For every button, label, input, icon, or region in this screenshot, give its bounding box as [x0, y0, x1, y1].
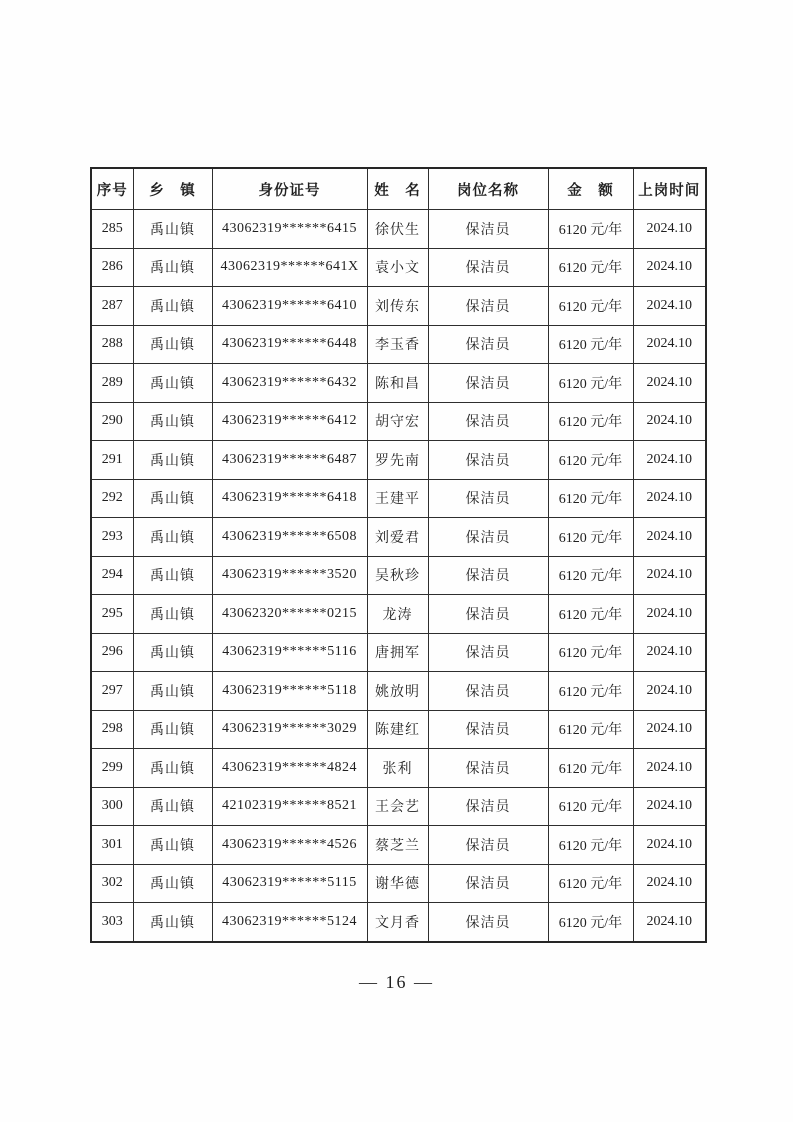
cell-start: 2024.10: [633, 826, 706, 865]
cell-amount: 6120 元/年: [548, 441, 633, 480]
cell-idnum: 43062319******6412: [212, 402, 367, 441]
cell-township: 禹山镇: [133, 672, 212, 711]
table-row: [91, 633, 706, 672]
cell-index: 296: [91, 633, 133, 672]
cell-start: 2024.10: [633, 633, 706, 672]
cell-start: 2024.10: [633, 864, 706, 903]
cell-township: 禹山镇: [133, 710, 212, 749]
cell-name: 龙涛: [367, 595, 428, 634]
cell-position: 保洁员: [428, 864, 548, 903]
col-header-id-number: 身份证号: [212, 168, 367, 210]
cell-index: 291: [91, 441, 133, 480]
cell-name: 陈和昌: [367, 364, 428, 403]
cell-amount: 6120 元/年: [548, 556, 633, 595]
table-row: [91, 248, 706, 287]
table-row: [91, 518, 706, 557]
cell-amount: 6120 元/年: [548, 864, 633, 903]
cell-position: 保洁员: [428, 556, 548, 595]
cell-amount: 6120 元/年: [548, 826, 633, 865]
cell-township: 禹山镇: [133, 633, 212, 672]
cell-index: 297: [91, 672, 133, 711]
cell-index: 301: [91, 826, 133, 865]
cell-name: 袁小文: [367, 248, 428, 287]
cell-position: 保洁员: [428, 402, 548, 441]
col-header-township: 乡 镇: [133, 168, 212, 210]
cell-name: 蔡芝兰: [367, 826, 428, 865]
cell-index: 298: [91, 710, 133, 749]
page-number: — 16 —: [359, 972, 434, 992]
cell-amount: 6120 元/年: [548, 325, 633, 364]
table-row: [91, 672, 706, 711]
cell-idnum: 43062319******641X: [212, 248, 367, 287]
cell-position: 保洁员: [428, 364, 548, 403]
cell-idnum: 43062319******4824: [212, 749, 367, 788]
cell-idnum: 42102319******8521: [212, 787, 367, 826]
cell-amount: 6120 元/年: [548, 364, 633, 403]
cell-index: 290: [91, 402, 133, 441]
cell-start: 2024.10: [633, 325, 706, 364]
table-row: [91, 210, 706, 249]
table-row: [91, 903, 706, 942]
cell-idnum: 43062319******4526: [212, 826, 367, 865]
cell-index: 288: [91, 325, 133, 364]
table-row: [91, 710, 706, 749]
cell-position: 保洁员: [428, 826, 548, 865]
cell-name: 刘爱君: [367, 518, 428, 557]
cell-index: 294: [91, 556, 133, 595]
cell-index: 287: [91, 287, 133, 326]
cell-amount: 6120 元/年: [548, 479, 633, 518]
table-row: [91, 325, 706, 364]
cell-start: 2024.10: [633, 595, 706, 634]
cell-start: 2024.10: [633, 402, 706, 441]
cell-name: 王建平: [367, 479, 428, 518]
cell-position: 保洁员: [428, 595, 548, 634]
cell-name: 胡守宏: [367, 402, 428, 441]
table-row: [91, 749, 706, 788]
cell-township: 禹山镇: [133, 864, 212, 903]
cell-name: 王会艺: [367, 787, 428, 826]
table-row: [91, 864, 706, 903]
cell-idnum: 43062319******6410: [212, 287, 367, 326]
table-row: [91, 787, 706, 826]
cell-idnum: 43062319******6487: [212, 441, 367, 480]
cell-idnum: 43062319******6432: [212, 364, 367, 403]
cell-position: 保洁员: [428, 903, 548, 942]
cell-township: 禹山镇: [133, 556, 212, 595]
cell-start: 2024.10: [633, 287, 706, 326]
table-row: [91, 479, 706, 518]
cell-position: 保洁员: [428, 325, 548, 364]
cell-idnum: 43062319******6418: [212, 479, 367, 518]
cell-index: 303: [91, 903, 133, 942]
col-header-amount: 金 额: [548, 168, 633, 210]
cell-index: 286: [91, 248, 133, 287]
cell-start: 2024.10: [633, 749, 706, 788]
cell-township: 禹山镇: [133, 441, 212, 480]
cell-name: 吴秋珍: [367, 556, 428, 595]
cell-position: 保洁员: [428, 672, 548, 711]
cell-amount: 6120 元/年: [548, 903, 633, 942]
table-row: [91, 402, 706, 441]
cell-start: 2024.10: [633, 672, 706, 711]
cell-township: 禹山镇: [133, 903, 212, 942]
cell-township: 禹山镇: [133, 826, 212, 865]
table-row: [91, 556, 706, 595]
cell-position: 保洁员: [428, 633, 548, 672]
cell-amount: 6120 元/年: [548, 787, 633, 826]
cell-amount: 6120 元/年: [548, 518, 633, 557]
cell-position: 保洁员: [428, 710, 548, 749]
cell-index: 289: [91, 364, 133, 403]
cell-township: 禹山镇: [133, 595, 212, 634]
cell-amount: 6120 元/年: [548, 672, 633, 711]
cell-position: 保洁员: [428, 210, 548, 249]
cell-township: 禹山镇: [133, 479, 212, 518]
cell-position: 保洁员: [428, 518, 548, 557]
cell-idnum: 43062319******6508: [212, 518, 367, 557]
cell-township: 禹山镇: [133, 518, 212, 557]
table-body: [91, 210, 706, 942]
table-row: [91, 364, 706, 403]
col-header-name: 姓 名: [367, 168, 428, 210]
cell-name: 罗先南: [367, 441, 428, 480]
cell-amount: 6120 元/年: [548, 210, 633, 249]
table-header: [91, 168, 706, 210]
cell-start: 2024.10: [633, 710, 706, 749]
cell-position: 保洁员: [428, 441, 548, 480]
cell-amount: 6120 元/年: [548, 633, 633, 672]
table-row: [91, 595, 706, 634]
cell-name: 姚放明: [367, 672, 428, 711]
cell-idnum: 43062320******0215: [212, 595, 367, 634]
personnel-roster-table: [90, 167, 707, 943]
cell-township: 禹山镇: [133, 248, 212, 287]
table-row: [91, 826, 706, 865]
cell-amount: 6120 元/年: [548, 595, 633, 634]
cell-index: 295: [91, 595, 133, 634]
cell-name: 陈建红: [367, 710, 428, 749]
cell-idnum: 43062319******5116: [212, 633, 367, 672]
cell-name: 徐伏生: [367, 210, 428, 249]
cell-township: 禹山镇: [133, 749, 212, 788]
cell-start: 2024.10: [633, 518, 706, 557]
cell-amount: 6120 元/年: [548, 248, 633, 287]
cell-name: 李玉香: [367, 325, 428, 364]
cell-position: 保洁员: [428, 749, 548, 788]
cell-start: 2024.10: [633, 364, 706, 403]
cell-township: 禹山镇: [133, 325, 212, 364]
col-header-start-time: 上岗时间: [633, 168, 706, 210]
cell-name: 文月香: [367, 903, 428, 942]
cell-index: 299: [91, 749, 133, 788]
cell-start: 2024.10: [633, 556, 706, 595]
cell-name: 张利: [367, 749, 428, 788]
cell-amount: 6120 元/年: [548, 749, 633, 788]
cell-township: 禹山镇: [133, 287, 212, 326]
cell-idnum: 43062319******6415: [212, 210, 367, 249]
cell-amount: 6120 元/年: [548, 402, 633, 441]
col-header-index: 序号: [91, 168, 133, 210]
cell-name: 唐拥军: [367, 633, 428, 672]
cell-township: 禹山镇: [133, 210, 212, 249]
cell-index: 302: [91, 864, 133, 903]
cell-start: 2024.10: [633, 248, 706, 287]
cell-township: 禹山镇: [133, 402, 212, 441]
cell-idnum: 43062319******3520: [212, 556, 367, 595]
cell-idnum: 43062319******5118: [212, 672, 367, 711]
cell-idnum: 43062319******5124: [212, 903, 367, 942]
cell-index: 285: [91, 210, 133, 249]
cell-idnum: 43062319******5115: [212, 864, 367, 903]
cell-index: 292: [91, 479, 133, 518]
cell-position: 保洁员: [428, 248, 548, 287]
cell-idnum: 43062319******3029: [212, 710, 367, 749]
cell-township: 禹山镇: [133, 364, 212, 403]
cell-start: 2024.10: [633, 903, 706, 942]
cell-amount: 6120 元/年: [548, 287, 633, 326]
table-row: [91, 287, 706, 326]
cell-start: 2024.10: [633, 210, 706, 249]
cell-start: 2024.10: [633, 787, 706, 826]
cell-start: 2024.10: [633, 479, 706, 518]
cell-name: 谢华德: [367, 864, 428, 903]
cell-position: 保洁员: [428, 287, 548, 326]
col-header-position: 岗位名称: [428, 168, 548, 210]
cell-start: 2024.10: [633, 441, 706, 480]
cell-amount: 6120 元/年: [548, 710, 633, 749]
table-row: [91, 441, 706, 480]
cell-position: 保洁员: [428, 479, 548, 518]
cell-index: 300: [91, 787, 133, 826]
cell-township: 禹山镇: [133, 787, 212, 826]
cell-index: 293: [91, 518, 133, 557]
cell-idnum: 43062319******6448: [212, 325, 367, 364]
cell-name: 刘传东: [367, 287, 428, 326]
header-row: [91, 168, 706, 210]
cell-position: 保洁员: [428, 787, 548, 826]
